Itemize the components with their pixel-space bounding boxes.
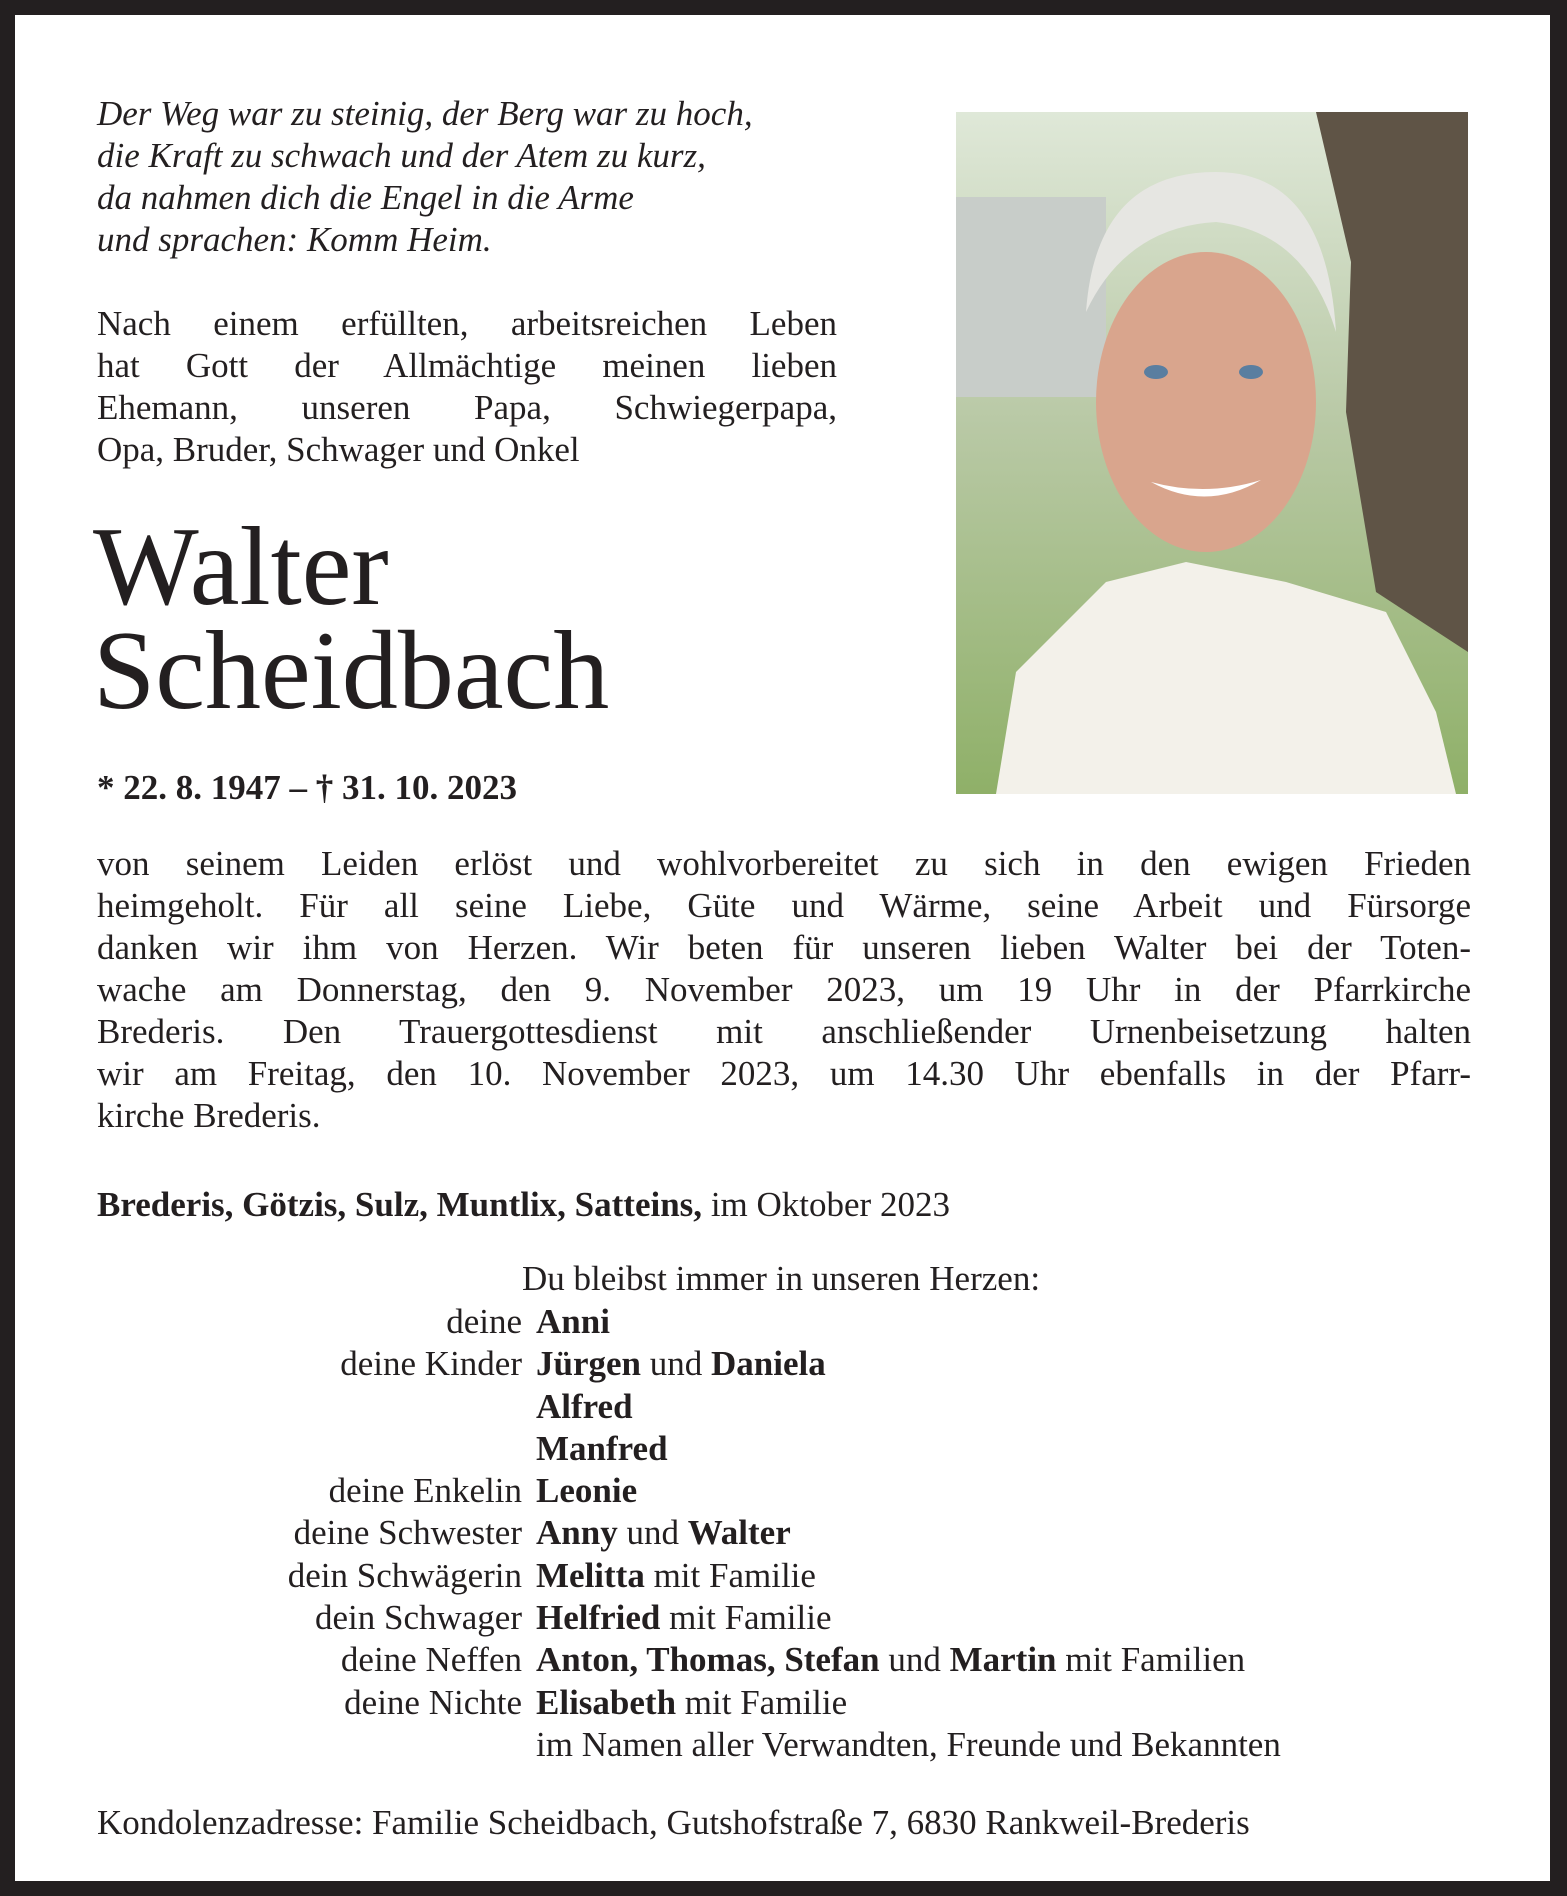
body-line: heimgeholt. Für all seine Liebe, Güte und Wärme, seine Arbeit und Fürsorge bbox=[97, 886, 1471, 925]
mourner-row bbox=[97, 1682, 1281, 1724]
relation-label: dein Schwager bbox=[314, 1598, 522, 1638]
relation-label: deine Neffen bbox=[340, 1640, 522, 1680]
mourner-row bbox=[97, 1724, 1281, 1766]
poem-line: da nahmen dich die Engel in die Arme bbox=[97, 178, 634, 217]
places-line bbox=[97, 1185, 950, 1225]
mourner-name: Walter bbox=[687, 1513, 791, 1553]
mourner-names bbox=[536, 1597, 832, 1639]
mourner-row bbox=[97, 1512, 1281, 1554]
intro-line: Ehemann, unseren Papa, Schwiegerpapa, bbox=[97, 388, 837, 427]
last-name: Scheidbach bbox=[93, 609, 610, 733]
relation-label: deine Kinder bbox=[340, 1344, 522, 1384]
mourner-row bbox=[97, 1639, 1281, 1681]
mourner-text: im Namen aller Verwandten, Freunde und Bekannten bbox=[536, 1724, 1281, 1764]
mourner-text: mit Familie bbox=[676, 1682, 848, 1722]
body-line: von seinem Leiden erlöst und wohlvorbereitet zu sich in den ewigen Frieden bbox=[97, 844, 1471, 883]
body-line: danken wir ihm von Herzen. Wir beten für unseren lieben Walter bei der Toten- bbox=[97, 928, 1471, 967]
mourner-name: Anni bbox=[536, 1302, 610, 1341]
mourner-name: Martin bbox=[949, 1640, 1057, 1680]
mourner-name: Elisabeth bbox=[536, 1682, 677, 1722]
closing-sentence: Du bleibst immer in unseren Herzen: bbox=[522, 1259, 1041, 1298]
mourner-names bbox=[536, 1639, 1245, 1681]
main-paragraph bbox=[97, 843, 1471, 1137]
poem-line: Der Weg war zu steinig, der Berg war zu hoch, bbox=[97, 94, 753, 133]
mourner-name: Leonie bbox=[536, 1471, 638, 1511]
deceased-name bbox=[93, 505, 610, 733]
relation-label: deine Nichte bbox=[344, 1682, 522, 1722]
portrait-photo-icon bbox=[956, 112, 1468, 794]
mourner-name: Alfred bbox=[536, 1386, 633, 1426]
poem-line: die Kraft zu schwach und der Atem zu kurz, bbox=[97, 136, 706, 175]
relation-label: deine Schwester bbox=[293, 1513, 522, 1553]
mourner-names bbox=[536, 1470, 637, 1512]
obituary-page bbox=[15, 15, 1550, 1881]
mourner-name: Anny bbox=[536, 1513, 618, 1553]
mourner-name: Manfred bbox=[536, 1428, 668, 1468]
mourner-row bbox=[97, 1428, 1281, 1470]
mourner-name: Daniela bbox=[711, 1344, 826, 1384]
mourner-name: Jürgen bbox=[536, 1344, 641, 1384]
body-line: Brederis. Den Trauergottesdienst mit anschließender Urnenbeisetzung halten bbox=[97, 1012, 1471, 1051]
mourner-names bbox=[536, 1428, 668, 1470]
mourner-name: Melitta bbox=[536, 1555, 645, 1595]
mourner-text: mit Familie bbox=[644, 1555, 816, 1595]
mourner-text: mit Familien bbox=[1056, 1640, 1246, 1680]
places: Brederis, Götzis, Sulz, Muntlix, Satteins, bbox=[97, 1185, 703, 1224]
intro-line: Opa, Bruder, Schwager und Onkel bbox=[97, 430, 580, 469]
life-dates: * 22. 8. 1947 – † 31. 10. 2023 bbox=[97, 768, 517, 807]
relation-label bbox=[97, 1724, 536, 1766]
mourner-names bbox=[536, 1512, 791, 1554]
relation-label bbox=[97, 1386, 536, 1428]
mourners-list bbox=[97, 1301, 1281, 1766]
poem-line: und sprachen: Komm Heim. bbox=[97, 220, 492, 259]
intro-paragraph bbox=[97, 303, 837, 471]
intro-line: Nach einem erfüllten, arbeitsreichen Leben bbox=[97, 304, 837, 343]
mourner-row bbox=[97, 1386, 1281, 1428]
mourner-names bbox=[536, 1343, 826, 1385]
mourner-text: und bbox=[879, 1640, 950, 1680]
mourner-names bbox=[536, 1386, 633, 1428]
relation-label: deine bbox=[446, 1302, 522, 1341]
mourner-names bbox=[536, 1724, 1281, 1766]
mourner-row bbox=[97, 1597, 1281, 1639]
intro-line: hat Gott der Allmächtige meinen lieben bbox=[97, 346, 837, 385]
mourner-name: Anton, Thomas, Stefan bbox=[536, 1640, 880, 1680]
body-line: wache am Donnerstag, den 9. November 2023, um 19 Uhr in der Pfarrkirche bbox=[97, 970, 1471, 1009]
mourner-text: und bbox=[641, 1344, 711, 1384]
mourner-names bbox=[536, 1682, 847, 1724]
mourner-row bbox=[97, 1301, 1281, 1343]
mourner-row bbox=[97, 1470, 1281, 1512]
portrait-photo bbox=[956, 112, 1468, 794]
mourner-names bbox=[536, 1301, 610, 1343]
mourner-name: Helfried bbox=[536, 1598, 661, 1638]
mourner-text: mit Familie bbox=[660, 1598, 832, 1638]
relation-label bbox=[97, 1428, 536, 1470]
date-month: im Oktober 2023 bbox=[702, 1185, 950, 1224]
mourner-row bbox=[97, 1555, 1281, 1597]
mourner-row bbox=[97, 1343, 1281, 1385]
mourner-names bbox=[536, 1555, 816, 1597]
mourner-text: und bbox=[617, 1513, 688, 1553]
relation-label: deine Enkelin bbox=[328, 1471, 522, 1511]
body-line: kirche Brederis. bbox=[97, 1096, 321, 1135]
relation-label: dein Schwägerin bbox=[287, 1555, 522, 1595]
first-name: Walter bbox=[93, 505, 389, 629]
poem bbox=[97, 93, 857, 261]
condolence-address: Kondolenzadresse: Familie Scheidbach, Gutshofstraße 7, 6830 Rankweil-Brederis bbox=[97, 1803, 1250, 1842]
body-line: wir am Freitag, den 10. November 2023, um 14.30 Uhr ebenfalls in der Pfarr- bbox=[97, 1054, 1471, 1093]
